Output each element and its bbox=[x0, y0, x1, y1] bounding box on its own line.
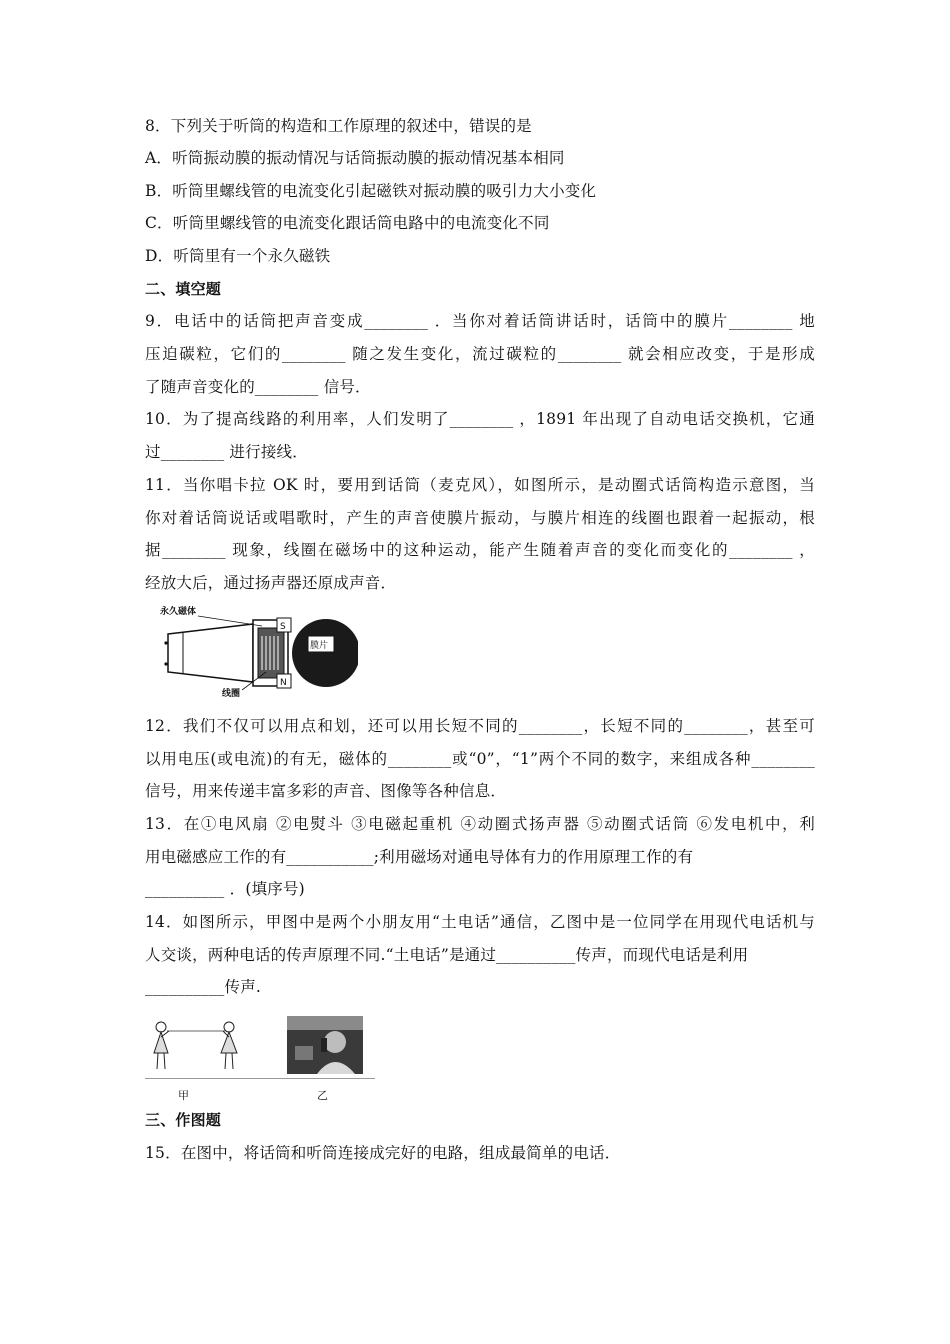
section-fill-in-heading: 二、填空题 bbox=[145, 280, 222, 298]
figure-baseline bbox=[145, 1078, 375, 1079]
q14-line-2: 人交谈，两种电话的传声原理不同.“土电话”是通过__________传声，而现代电话是利用 bbox=[145, 946, 749, 964]
q11-line-3: 据________ 现象，线圈在磁场中的这种运动，能产生随着声音的变化而变化的________ ， bbox=[145, 541, 815, 559]
q12-line-2: 以用电压(或电流)的有无，磁体的________或“0”，“1”两个不同的数字，来组成各种________ bbox=[145, 750, 815, 768]
q9-line-2: 压迫碳粒，它们的________ 随之发生变化，流过碳粒的________ 就会相应改变，于是形成 bbox=[145, 345, 815, 363]
q9-line-1: 9．电话中的话筒把声音变成________ ．当你对着话筒讲话时，话筒中的膜片________ 地 bbox=[145, 312, 815, 330]
q14-line-3: __________传声. bbox=[145, 978, 262, 996]
q13-line-1: 13．在①电风扇 ②电熨斗 ③电磁起重机 ④动圈式扬声器 ⑤动圈式话筒 ⑥发电机中，利 bbox=[145, 815, 815, 833]
caption-yi: 乙 bbox=[317, 1089, 328, 1102]
q12-line-1: 12．我们不仅可以用点和划，还可以用长短不同的________，长短不同的________，甚至可 bbox=[145, 717, 815, 735]
dynamic-microphone-diagram bbox=[158, 606, 358, 698]
magnet-pole-n-label: N bbox=[280, 678, 287, 688]
q8-option-c: C．听筒里螺线管的电流变化跟话筒电路中的电流变化不同 bbox=[145, 214, 550, 232]
q8-option-d: D．听筒里有一个永久磁铁 bbox=[145, 247, 331, 265]
q8-option-a: A．听筒振动膜的振动情况与话筒振动膜的振动情况基本相同 bbox=[145, 149, 565, 167]
modern-telephone-photo bbox=[287, 1016, 363, 1074]
coil-label: 线圈 bbox=[222, 689, 241, 698]
q10-line-1: 10．为了提高线路的利用率，人们发明了________ ，1891 年出现了自动电话交换机，它通 bbox=[145, 410, 815, 428]
magnet-pole-s-label: S bbox=[280, 622, 286, 632]
q10-line-2: 过________ 进行接线． bbox=[145, 443, 308, 461]
section-drawing-heading: 三、作图题 bbox=[145, 1111, 222, 1129]
tin-can-phone-figure bbox=[145, 1013, 255, 1081]
q15-text: 15．在图中，将话筒和听筒连接成完好的电路，组成最简单的电话． bbox=[145, 1144, 621, 1162]
q11-line-2: 你对着话筒说话或唱歌时，产生的声音使膜片振动，与膜片相连的线圈也跟着一起振动，根 bbox=[145, 509, 815, 527]
q8-stem: 8．下列关于听筒的构造和工作原理的叙述中，错误的是 bbox=[145, 117, 532, 135]
caption-jia: 甲 bbox=[178, 1089, 189, 1102]
q13-line-2: 用电磁感应工作的有___________;利用磁场对通电导体有力的作用原理工作的有 bbox=[145, 848, 694, 866]
membrane-label: 膜片 bbox=[310, 641, 329, 651]
permanent-magnet-label: 永久磁体 bbox=[160, 607, 197, 617]
q12-line-3: 信号，用来传递丰富多彩的声音、图像等各种信息． bbox=[145, 782, 507, 800]
q13-line-3: __________ ．(填序号) bbox=[145, 880, 305, 898]
q14-line-1: 14．如图所示，甲图中是两个小朋友用“土电话”通信，乙图中是一位同学在用现代电话机与 bbox=[145, 913, 815, 931]
q9-line-3: 了随声音变化的________ 信号． bbox=[145, 378, 371, 396]
q11-line-1: 11．当你唱卡拉 OK 时，要用到话筒（麦克风），如图所示，是动圈式话筒构造示意图，当 bbox=[145, 476, 815, 494]
q8-option-b: B．听筒里螺线管的电流变化引起磁铁对振动膜的吸引力大小变化 bbox=[145, 182, 597, 200]
q11-line-4: 经放大后，通过扬声器还原成声音． bbox=[145, 574, 397, 592]
